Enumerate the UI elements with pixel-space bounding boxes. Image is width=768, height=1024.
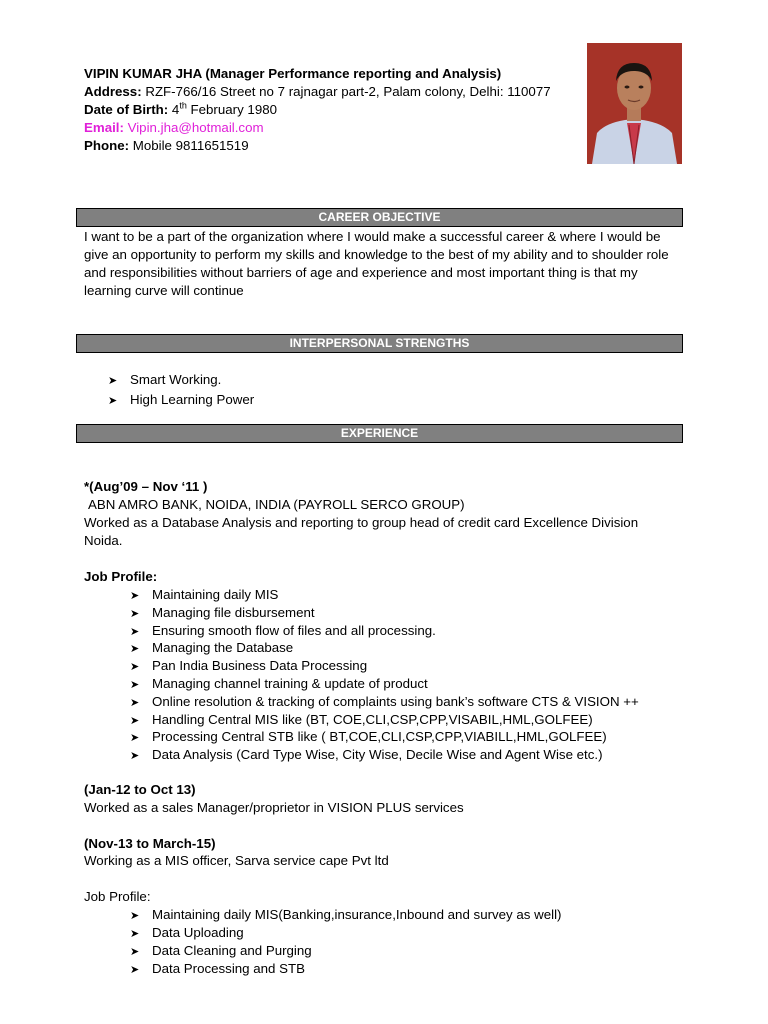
email-value[interactable]: Vipin.jha@hotmail.com xyxy=(123,120,264,135)
name-title: VIPIN KUMAR JHA (Manager Performance reporting and Analysis) xyxy=(84,66,502,81)
address-line xyxy=(84,83,551,101)
job-profile-item-label: Processing Central STB like ( BT,COE,CLI,CSP,CPP,VIABILL,HML,GOLFEE) xyxy=(152,729,607,745)
dob-label: Date of Birth: xyxy=(84,102,169,117)
arrowhead-bullet-icon: ➤ xyxy=(130,696,140,709)
job-profile-item-label: Data Processing and STB xyxy=(152,961,305,976)
arrowhead-bullet-icon: ➤ xyxy=(130,625,140,638)
arrowhead-bullet-icon: ➤ xyxy=(130,661,140,674)
job-profile-item-label: Ensuring smooth flow of files and all processing. xyxy=(152,622,436,638)
job-profile-item-label: Managing file disbursement xyxy=(152,604,315,620)
arrowhead-bullet-icon: ➤ xyxy=(108,395,118,407)
job-profile-item-label: Managing the Database xyxy=(152,640,294,656)
job3-description: Working as a MIS officer, Sarva service cape Pvt ltd xyxy=(84,853,389,868)
job3-profile-label: Job Profile: xyxy=(84,889,151,904)
arrowhead-bullet-icon: ➤ xyxy=(130,750,140,763)
job-profile-item xyxy=(130,693,639,712)
job1-company: ABN AMRO BANK, NOIDA, INDIA (PAYROLL SERCO GROUP) xyxy=(88,497,465,512)
job-profile-item-label: Data Uploading xyxy=(152,925,244,940)
job-profile-item xyxy=(130,960,305,979)
phone-value: Mobile 9811651519 xyxy=(129,138,249,153)
career-objective-heading: CAREER OBJECTIVE xyxy=(76,208,683,227)
job3-period: (Nov-13 to March-15) xyxy=(84,836,216,851)
address-value: RZF-766/16 Street no 7 rajnagar part-2, Palam colony, Delhi: 110077 xyxy=(141,84,551,99)
dob-rest: February 1980 xyxy=(186,102,278,117)
phone-label: Phone: xyxy=(84,138,130,153)
job-profile-item-label: Handling Central MIS like (BT, COE,CLI,CSP,CPP,VISABIL,HML,GOLFEE) xyxy=(152,711,593,727)
job-profile-item xyxy=(130,711,593,730)
arrowhead-bullet-icon: ➤ xyxy=(130,964,140,976)
experience-heading: EXPERIENCE xyxy=(76,424,683,443)
job-profile-item-label: Maintaining daily MIS xyxy=(152,587,279,602)
strength-label: High Learning Power xyxy=(130,392,255,407)
job-profile-item xyxy=(130,639,293,658)
job-profile-item xyxy=(130,924,244,943)
job-profile-item xyxy=(130,622,436,641)
job2-description: Worked as a sales Manager/proprietor in VISION PLUS services xyxy=(84,800,464,815)
job-profile-item-label: Maintaining daily MIS(Banking,insurance,Inbound and survey as well) xyxy=(152,907,562,922)
career-objective-text: I want to be a part of the organization where I would make a successful career & where I would be give an opportunity to perform my skills and knowledge to the best of my ability and to shoulder role and responsibilities without barriers of age and experience and most important thing is that my learning curve will continue xyxy=(84,229,669,298)
job-profile-item xyxy=(130,746,603,765)
job-profile-item-label: Data Analysis (Card Type Wise, City Wise, Decile Wise and Agent Wise etc.) xyxy=(152,747,603,763)
profile-photo xyxy=(587,43,682,164)
arrowhead-bullet-icon: ➤ xyxy=(130,607,140,620)
email-line xyxy=(84,119,264,137)
dob-day: 4 xyxy=(168,102,180,117)
job-profile-item xyxy=(130,586,278,605)
job-profile-item-label: Pan India Business Data Processing xyxy=(152,658,368,674)
strength-label: Smart Working. xyxy=(130,372,222,387)
job-profile-item-label: Data Cleaning and Purging xyxy=(152,943,312,958)
job-profile-item-label: Online resolution & tracking of complaints using bank’s software CTS & VISION ++ xyxy=(152,693,639,709)
job1-description-line1: Worked as a Database Analysis and reporting to group head of credit card Excellence Division xyxy=(84,515,639,530)
job1-period: *(Aug’09 – Nov ‘11 ) xyxy=(84,479,208,494)
arrowhead-bullet-icon: ➤ xyxy=(130,732,140,745)
arrowhead-bullet-icon: ➤ xyxy=(130,679,140,691)
job-profile-item xyxy=(130,728,607,747)
arrowhead-bullet-icon: ➤ xyxy=(130,714,140,727)
dob-line xyxy=(84,101,277,119)
job-profile-item xyxy=(130,942,312,961)
arrowhead-bullet-icon: ➤ xyxy=(130,643,140,656)
phone-line xyxy=(84,137,249,155)
job1-description-line2: Noida. xyxy=(84,533,123,548)
job-profile-item xyxy=(130,675,428,694)
job-profile-item xyxy=(130,604,315,623)
person-silhouette-icon xyxy=(587,43,682,164)
address-label: Address: xyxy=(84,84,142,99)
dob-suffix: th xyxy=(179,100,187,111)
job-profile-item xyxy=(130,657,367,676)
strength-item xyxy=(108,391,254,410)
job2-period: (Jan-12 to Oct 13) xyxy=(84,782,196,797)
job-profile-item-label: Managing channel training & update of product xyxy=(152,676,428,691)
interpersonal-strengths-heading: INTERPERSONAL STRENGTHS xyxy=(76,334,683,353)
arrowhead-bullet-icon: ➤ xyxy=(130,928,140,940)
arrowhead-bullet-icon: ➤ xyxy=(130,910,140,922)
arrowhead-bullet-icon: ➤ xyxy=(130,590,140,602)
email-label: Email: xyxy=(84,120,124,135)
arrowhead-bullet-icon: ➤ xyxy=(108,375,118,387)
strength-item xyxy=(108,371,221,390)
job-profile-item xyxy=(130,906,561,925)
arrowhead-bullet-icon: ➤ xyxy=(130,946,140,958)
job1-profile-label: Job Profile: xyxy=(84,569,158,584)
